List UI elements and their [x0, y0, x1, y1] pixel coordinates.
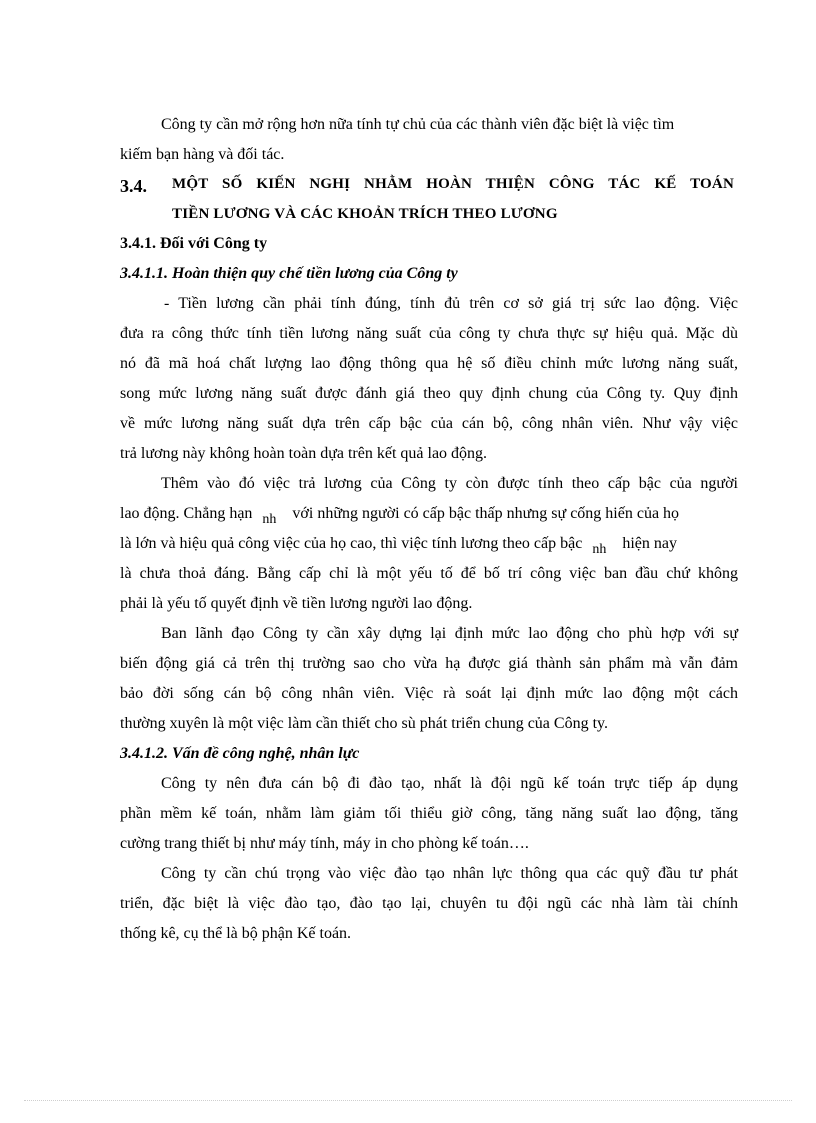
paragraph-4-line-4: thường xuyên là một việc làm cần thiết cho sù phát triển chung của Công ty.	[120, 715, 608, 732]
paragraph-4-line-1: Ban lãnh đạo Công ty cần xây dựng lại định mức lao động cho phù hợp với sự	[161, 625, 738, 642]
paragraph-2-line-2: đưa ra công thức tính tiền lương năng suất của công ty chưa thực sự hiệu quả. Mặc dù	[120, 325, 738, 342]
paragraph-3-line-5: phải là yếu tố quyết định về tiền lương người lao động.	[120, 595, 473, 612]
subsubsection-heading-2: 3.4.1.2. Vấn đề công nghệ, nhân lực	[120, 745, 360, 762]
page-bottom-divider	[24, 1100, 792, 1101]
paragraph-1-line-2: kiếm bạn hàng và đối tác.	[120, 146, 285, 163]
paragraph-3-line-2	[120, 504, 679, 525]
paragraph-6-line-3: thống kê, cụ thể là bộ phận Kế toán.	[120, 925, 352, 942]
subsubsection-heading-1: 3.4.1.1. Hoàn thiện quy chế tiền lương của Công ty	[120, 265, 458, 282]
paragraph-6-line-1: Công ty cần chú trọng vào việc đào tạo nhân lực thông qua các quỹ đầu tư phát	[161, 865, 738, 882]
section-number: 3.4.	[120, 176, 147, 196]
paragraph-2-line-1: - Tiền lương cần phải tính đúng, tính đủ trên cơ sở giá trị sức lao động. Việc	[164, 295, 738, 312]
paragraph-6-line-2: triển, đặc biệt là việc đào tạo, đào tạo lại, chuyên tu đội ngũ các nhà làm tài chính	[120, 895, 738, 912]
paragraph-1-line-1: Công ty cần mở rộng hơn nữa tính tự chủ của các thành viên đặc biệt là việc tìm	[161, 116, 675, 133]
paragraph-4-line-3: bảo đời sống cán bộ công nhân viên. Việc rà soát lại định mức lao động một cách	[120, 685, 738, 702]
paragraph-2-line-5: về mức lương năng suất dựa trên cấp bậc của cán bộ, công nhân viên. Như vậy việc	[120, 415, 738, 432]
paragraph-3-line-2-part-b: với những người có cấp bậc thấp nhưng sự cống hiến của họ	[292, 505, 680, 522]
paragraph-5-line-3: cường trang thiết bị như máy tính, máy in cho phòng kế toán….	[120, 835, 529, 852]
section-title-line-1: MỘT SỐ KIẾN NGHỊ NHẰM HOÀN THIỆN CÔNG TÁC KẾ TOÁN	[172, 176, 734, 192]
paragraph-3-line-3-part-b: hiện nay	[622, 535, 677, 552]
paragraph-3-line-3-subscript: nh	[592, 542, 607, 557]
paragraph-4-line-2: biến động giá cả trên thị trường sao cho vừa hạ được giá thành sản phẩm mà vẫn đảm	[120, 655, 738, 672]
paragraph-5-line-1: Công ty nên đưa cán bộ đi đào tạo, nhất là đội ngũ kế toán trực tiếp áp dụng	[161, 775, 738, 792]
paragraph-5-line-2: phần mềm kế toán, nhằm làm giảm tối thiểu giờ công, tăng năng suất lao động, tăng	[120, 805, 738, 822]
paragraph-3-line-4: là chưa thoả đáng. Bằng cấp chỉ là một yếu tố để bố trí công việc ban đầu chứ không	[120, 565, 738, 582]
paragraph-2-line-4: song mức lương năng suất được đánh giá theo quy định chung của Công ty. Quy định	[120, 385, 738, 402]
subsection-heading: 3.4.1. Đối với Công ty	[120, 235, 268, 252]
paragraph-2-line-3: nó đã mã hoá chất lượng lao động thông qua hệ số điều chỉnh mức lương năng suất,	[120, 355, 738, 372]
paragraph-3-line-3-part-a: là lớn và hiệu quả công việc của họ cao, thì việc tính lương theo cấp bậc	[120, 535, 583, 552]
paragraph-3-line-2-part-a: lao động. Chẳng hạn	[120, 505, 253, 522]
paragraph-3-line-2-subscript: nh	[262, 512, 277, 527]
section-title-line-2: TIỀN LƯƠNG VÀ CÁC KHOẢN TRÍCH THEO LƯƠNG	[172, 206, 558, 222]
paragraph-3-line-3	[120, 534, 677, 555]
paragraph-2-line-6: trả lương này không hoàn toàn dựa trên kết quả lao động.	[120, 445, 488, 462]
paragraph-3-line-1: Thêm vào đó việc trả lương của Công ty còn được tính theo cấp bậc của người	[161, 475, 738, 492]
